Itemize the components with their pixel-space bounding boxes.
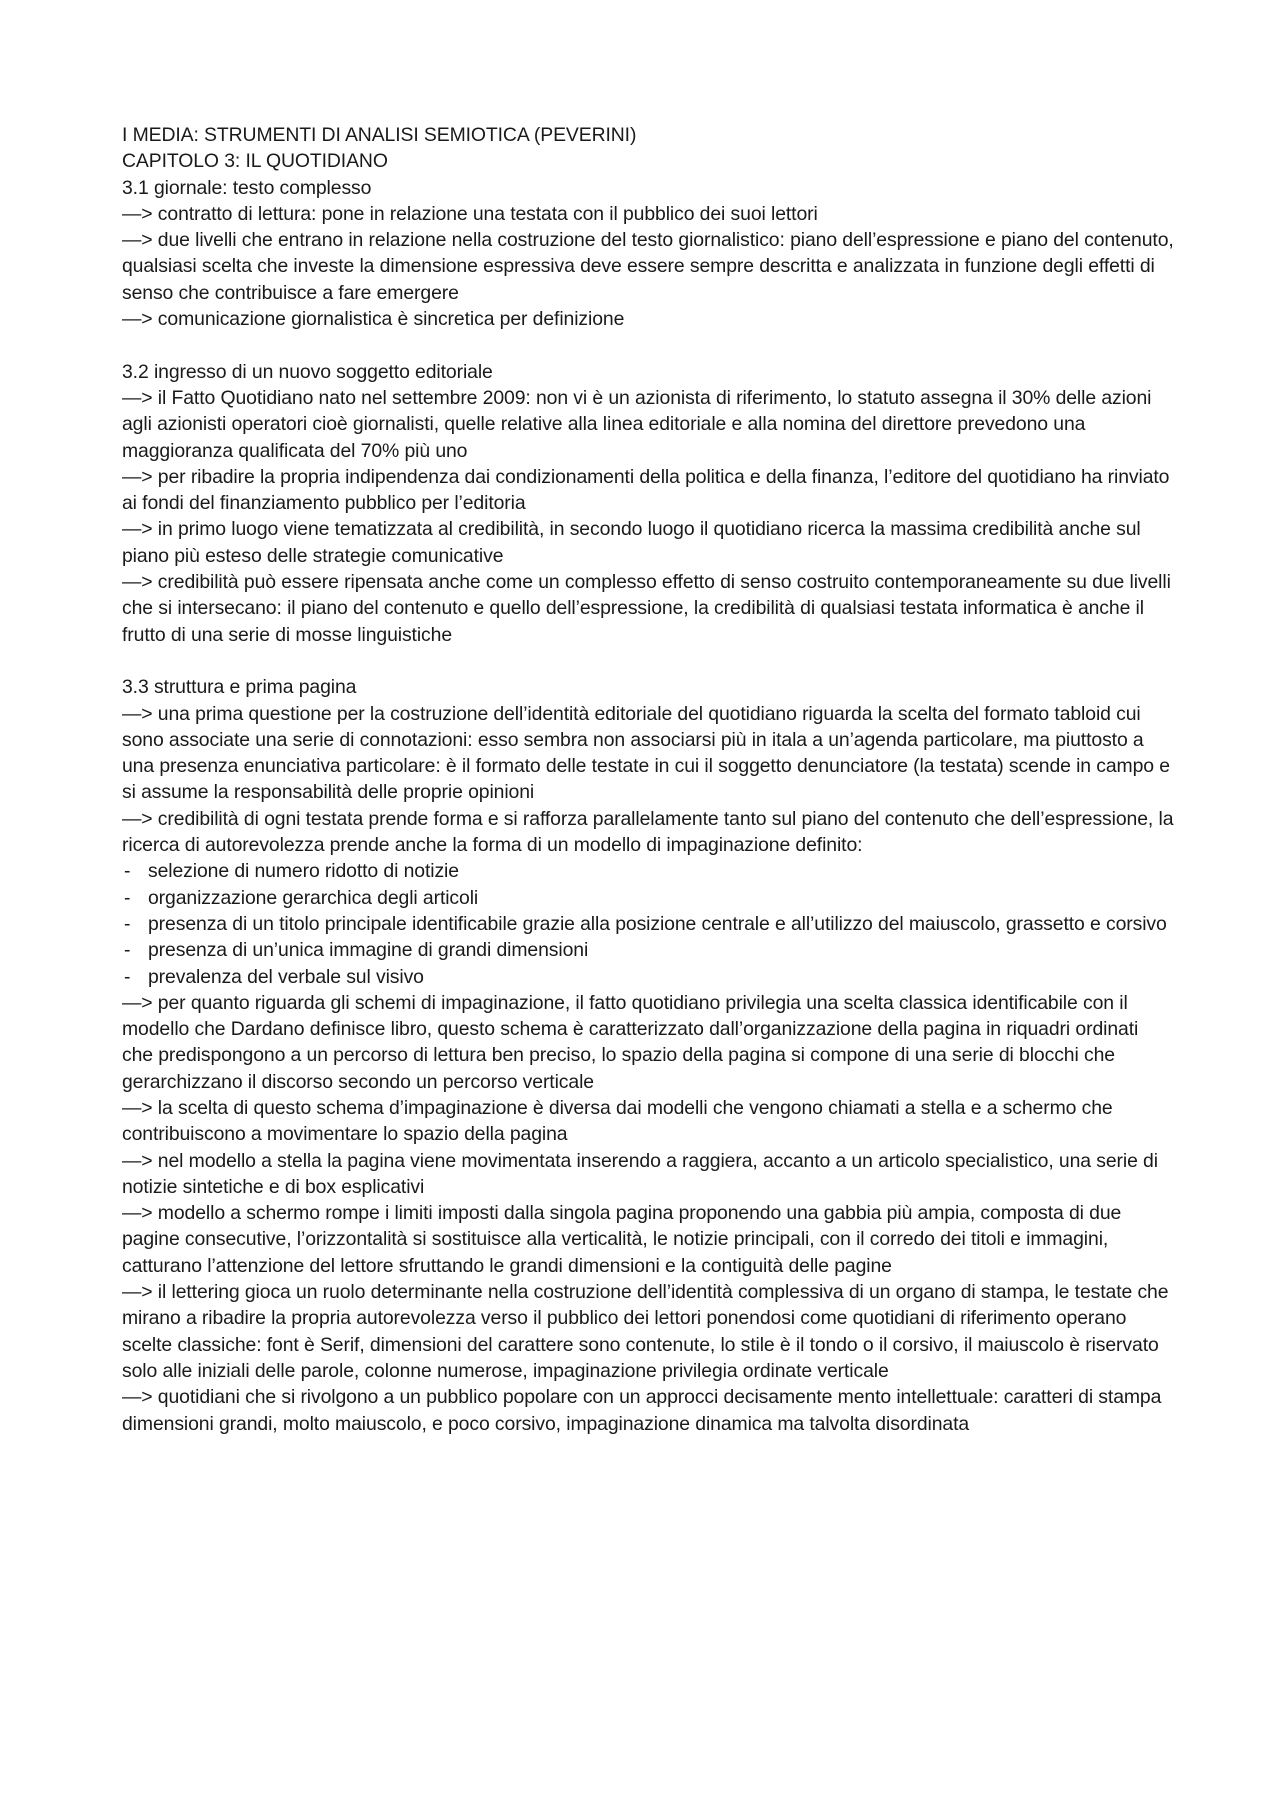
paragraph: —> due livelli che entrano in relazione nella costruzione del testo giornalistico: piano dell’espressione e piano del contenuto, qualsiasi scelta che investe la dimensione espressiva deve essere sempre descritta e analizzata in funzione degli effetti di senso che contribuisce a fare emergere: [122, 229, 1174, 304]
bullet-marker: -: [124, 912, 131, 935]
list-item: [122, 964, 1174, 990]
list-item: [122, 858, 1174, 884]
paragraph: —> per ribadire la propria indipendenza dai condizionamenti della politica e della finanza, l’editore del quotidiano ha rinviato ai fondi del finanziamento pubblico per l’editoria: [122, 465, 1170, 515]
paragraph: —> credibilità di ogni testata prende forma e si rafforza parallelamente tanto sul piano del contenuto che dell’espressione, la ricerca di autorevolezza prende anche la forma di un modello di impaginazione definito:: [122, 807, 1174, 857]
paragraph: —> nel modello a stella la pagina viene movimentata inserendo a raggiera, accanto a un articolo specialistico, una serie di notizie sintetiche e di box esplicativi: [122, 1149, 1158, 1198]
section-heading-3-1: 3.1 giornale: testo complesso: [122, 176, 372, 199]
document-body: [122, 122, 1174, 1437]
section-heading-3-3: 3.3 struttura e prima pagina: [122, 676, 357, 699]
list-item-text: selezione di numero ridotto di notizie: [148, 860, 459, 883]
list-item-text: prevalenza del verbale sul visivo: [148, 965, 424, 988]
document-title: I MEDIA: STRUMENTI DI ANALISI SEMIOTICA (PEVERINI): [122, 124, 637, 146]
paragraph: —> in primo luogo viene tematizzata al credibilità, in secondo luogo il quotidiano ricerca la massima credibilità anche sul piano più esteso delle strategie comunicative: [122, 518, 1141, 567]
section-heading-3-2: 3.2 ingresso di un nuovo soggetto editoriale: [122, 360, 493, 383]
paragraph: —> contratto di lettura: pone in relazione una testata con il pubblico dei suoi lettori: [122, 202, 818, 225]
paragraph: —> per quanto riguarda gli schemi di impaginazione, il fatto quotidiano privilegia una scelta classica identificabile con il modello che Dardano definisce libro, questo schema è caratterizzato dall’organizzazione della pagina in riquadri ordinati che predispongono a un percorso di lettura ben preciso, lo spazio della pagina si compone di una serie di blocchi che gerarchizzano il discorso secondo un percorso verticale: [122, 991, 1139, 1093]
paragraph: —> credibilità può essere ripensata anche come un complesso effetto di senso costruito contemporaneamente su due livelli che si intersecano: il piano del contenuto e quello dell’espressione, la credibilità di qualsiasi testata informatica è anche il frutto di una serie di mosse linguistiche: [122, 571, 1171, 646]
bullet-marker: -: [124, 886, 131, 909]
list-item: [122, 885, 1174, 911]
paragraph: —> il lettering gioca un ruolo determinante nella costruzione dell’identità complessiva di un organo di stampa, le testate che mirano a ribadire la propria autorevolezza verso il pubblico dei lettori ponendosi come quotidiani di riferimento operano scelte classiche: font è Serif, dimensioni del carattere sono contenute, lo stile è il tondo o il corsivo, il maiuscolo è riservato solo alle iniziali delle parole, colonne numerose, impaginazione privilegia ordinate verticale: [122, 1281, 1169, 1382]
bullet-marker: -: [124, 965, 131, 988]
list-item-text: organizzazione gerarchica degli articoli: [148, 886, 479, 909]
paragraph: —> una prima questione per la costruzione dell’identità editoriale del quotidiano riguarda la scelta del formato tabloid cui sono associate una serie di connotazioni: esso sembra non associarsi più in itala a un’agenda particolare, ma piuttosto a una presenza enunciativa particolare: è il formato delle testate in cui il soggetto denunciatore (la testata) scende in campo e si assume la responsabilità delle proprie opinioni: [122, 702, 1170, 804]
paragraph: —> quotidiani che si rivolgono a un pubblico popolare con un approcci decisamente mento intellettuale: caratteri di stampa dimensioni grandi, molto maiuscolo, e poco corsivo, impaginazione dinamica ma talvolta disordinata: [122, 1386, 1162, 1435]
blank-line: [122, 332, 1174, 358]
bullet-marker: -: [124, 860, 131, 883]
list-item-text: presenza di un’unica immagine di grandi dimensioni: [148, 939, 589, 962]
paragraph: —> modello a schermo rompe i limiti imposti dalla singola pagina proponendo una gabbia più ampia, composta di due pagine consecutive, l’orizzontalità si sostituisce alla verticalità, le notizie principali, con il corredo dei titoli e immagini, catturano l’attenzione del lettore sfruttando le grandi dimensioni e la contiguità delle pagine: [122, 1202, 1122, 1277]
bullet-marker: -: [124, 939, 131, 962]
list-item: [122, 937, 1174, 963]
list-item: [122, 911, 1174, 937]
list-item-text: presenza di un titolo principale identificabile grazie alla posizione centrale e all’utilizzo del maiuscolo, grassetto e corsivo: [148, 912, 1167, 935]
paragraph: —> il Fatto Quotidiano nato nel settembre 2009: non vi è un azionista di riferimento, lo statuto assegna il 30% delle azioni agli azionisti operatori cioè giornalisti, quelle relative alla linea editoriale e alla nomina del direttore prevedono una maggioranza qualificata del 70% più uno: [122, 386, 1152, 462]
chapter-title: CAPITOLO 3: IL QUOTIDIANO: [122, 150, 388, 173]
paragraph: —> la scelta di questo schema d’impaginazione è diversa dai modelli che vengono chiamati a stella e a schermo che contribuiscono a movimentare lo spazio della pagina: [122, 1096, 1113, 1146]
blank-line: [122, 648, 1174, 674]
paragraph: —> comunicazione giornalistica è sincretica per definizione: [122, 308, 625, 331]
